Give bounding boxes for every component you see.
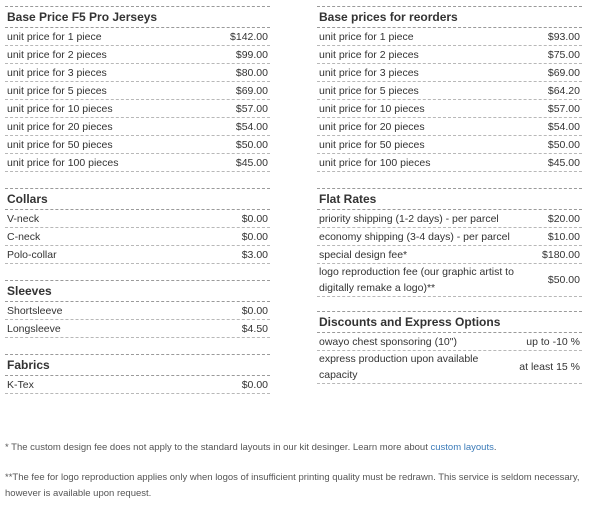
row-price: $0.00: [241, 304, 268, 317]
price-row: [317, 351, 582, 384]
row-price: $0.00: [241, 378, 268, 391]
row-label: K-Tex: [7, 378, 34, 391]
row-label: Shortsleeve: [7, 304, 63, 317]
price-row: [5, 136, 270, 154]
row-label: unit price for 5 pieces: [7, 84, 107, 97]
row-label: unit price for 10 pieces: [7, 102, 113, 115]
price-list: [317, 333, 582, 384]
price-row: [5, 376, 270, 394]
price-row: [317, 333, 582, 351]
sleeves-section: [5, 280, 270, 338]
section-title: Base Price F5 Pro Jerseys: [5, 6, 270, 28]
footnote-custom-design: [5, 440, 585, 456]
price-row: [5, 64, 270, 82]
row-price: $180.00: [542, 248, 580, 261]
footnote-logo-fee: **The fee for logo reproduction applies only when logos of insufficient printing quality must be redrawn. This service is seldom necessary, however is available upon request.: [5, 472, 580, 499]
row-price: $10.00: [547, 230, 580, 243]
price-row: [317, 264, 582, 297]
price-row: [317, 118, 582, 136]
row-price: $69.00: [235, 84, 268, 97]
row-label: C-neck: [7, 230, 41, 243]
row-price: $99.00: [235, 48, 268, 61]
section-title: Discounts and Express Options: [317, 311, 582, 333]
price-row: [317, 136, 582, 154]
price-row: [317, 28, 582, 46]
price-row: [5, 118, 270, 136]
price-list: [5, 376, 270, 394]
price-row: [317, 64, 582, 82]
discounts-section: [317, 311, 582, 384]
footnote-text-end: .: [493, 442, 497, 453]
row-label: unit price for 10 pieces: [319, 102, 425, 115]
row-label: unit price for 3 pieces: [319, 66, 419, 79]
right-column: [317, 6, 582, 384]
row-label: unit price for 5 pieces: [319, 84, 419, 97]
section-title: Base prices for reorders: [317, 6, 582, 28]
row-price: $142.00: [230, 30, 268, 43]
row-label: special design fee*: [319, 248, 408, 261]
footnote-text: * The custom design fee does not apply to the standard layouts in our kit desinger. Learn more about: [5, 442, 431, 453]
price-row: [317, 46, 582, 64]
row-price: at least 15 %: [519, 361, 580, 373]
flat-rates-section: [317, 188, 582, 297]
row-label: Longsleeve: [7, 322, 61, 335]
price-row: [5, 246, 270, 264]
row-price: $75.00: [547, 48, 580, 61]
price-row: [317, 246, 582, 264]
row-price: $20.00: [547, 212, 580, 225]
footnotes: [5, 440, 585, 502]
price-row: [317, 154, 582, 172]
section-title: Sleeves: [5, 280, 270, 302]
row-price: $45.00: [235, 156, 268, 169]
price-row: [5, 28, 270, 46]
row-label: unit price for 2 pieces: [7, 48, 107, 61]
price-list: [5, 210, 270, 264]
row-price: $64.20: [547, 84, 580, 97]
row-price: $50.00: [547, 138, 580, 151]
price-row: [5, 210, 270, 228]
price-row: [317, 228, 582, 246]
section-title: Collars: [5, 188, 270, 210]
row-label: unit price for 100 pieces: [7, 156, 119, 169]
row-label: express production upon available capacity: [319, 353, 479, 381]
row-price: $0.00: [241, 230, 268, 243]
row-price: $3.00: [241, 248, 268, 261]
row-price: $69.00: [547, 66, 580, 79]
left-column: [5, 6, 270, 394]
row-price: up to -10 %: [526, 335, 580, 348]
row-price: $45.00: [547, 156, 580, 169]
fabrics-section: [5, 354, 270, 394]
price-row: [5, 302, 270, 320]
row-label: V-neck: [7, 212, 40, 225]
row-label: priority shipping (1-2 days) - per parcel: [319, 212, 499, 225]
price-row: [5, 320, 270, 338]
row-price: $4.50: [241, 322, 268, 335]
price-row: [5, 100, 270, 118]
price-row: [317, 100, 582, 118]
row-label: economy shipping (3-4 days) - per parcel: [319, 230, 510, 243]
row-label: unit price for 2 pieces: [319, 48, 419, 61]
row-price: $0.00: [241, 212, 268, 225]
row-price: $93.00: [547, 30, 580, 43]
row-label: unit price for 100 pieces: [319, 156, 431, 169]
row-price: $54.00: [235, 120, 268, 133]
row-price: $50.00: [235, 138, 268, 151]
base-price-section: [5, 6, 270, 172]
price-row: [5, 228, 270, 246]
row-price: $50.00: [547, 274, 580, 286]
row-label: unit price for 20 pieces: [7, 120, 113, 133]
collars-section: [5, 188, 270, 264]
section-title: Flat Rates: [317, 188, 582, 210]
row-label: unit price for 1 piece: [319, 30, 414, 43]
row-price: $80.00: [235, 66, 268, 79]
price-list: [317, 210, 582, 297]
row-price: $57.00: [547, 102, 580, 115]
price-row: [317, 82, 582, 100]
row-label: unit price for 50 pieces: [319, 138, 425, 151]
row-label: unit price for 1 piece: [7, 30, 102, 43]
reorders-section: [317, 6, 582, 172]
price-list: [317, 28, 582, 172]
price-list: [5, 302, 270, 338]
price-row: [317, 210, 582, 228]
price-row: [5, 154, 270, 172]
price-list: [5, 28, 270, 172]
price-row: [5, 82, 270, 100]
row-price: $54.00: [547, 120, 580, 133]
row-label: Polo-collar: [7, 248, 57, 261]
price-row: [5, 46, 270, 64]
row-label: unit price for 3 pieces: [7, 66, 107, 79]
row-label: unit price for 20 pieces: [319, 120, 425, 133]
row-label: unit price for 50 pieces: [7, 138, 113, 151]
row-label: owayo chest sponsoring (10"): [319, 335, 457, 348]
section-title: Fabrics: [5, 354, 270, 376]
row-label: logo reproduction fee (our graphic artist to digitally remake a logo)**: [319, 266, 514, 294]
row-price: $57.00: [235, 102, 268, 115]
custom-layouts-link[interactable]: custom layouts: [430, 442, 494, 453]
